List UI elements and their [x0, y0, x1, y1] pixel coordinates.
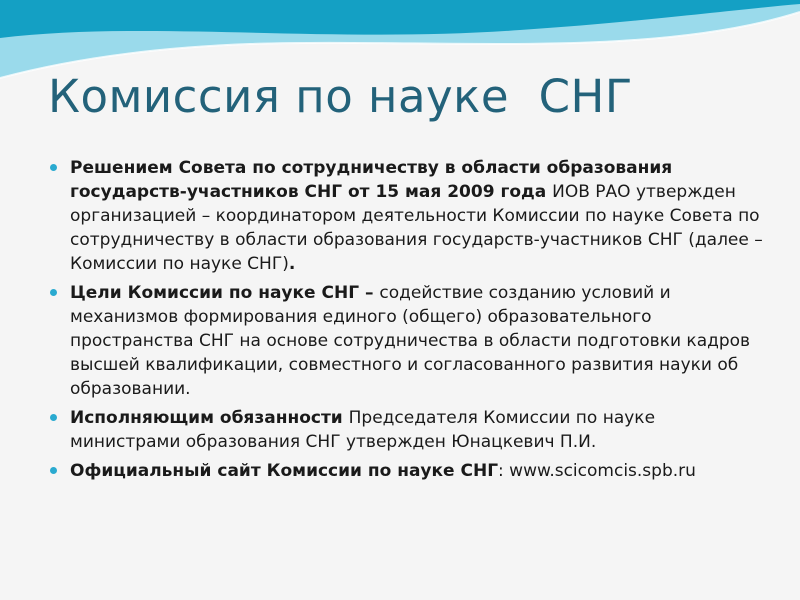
bullet-item-website — [48, 459, 768, 483]
bullet-dot-icon — [50, 467, 57, 474]
bullet-item-acting-chair — [48, 406, 768, 454]
bullet-item-goals — [48, 281, 768, 401]
slide-title: Комиссия по науке СНГ — [48, 70, 633, 123]
bullet-text: ИОВ РАО утвержден организацией – координатором деятельности Комиссии по науке Совета по сотрудничеству в области образования государств-участников СНГ (далее – Комиссии по науке СНГ) — [70, 182, 763, 274]
bullet-dot-icon — [50, 414, 57, 421]
bullet-list — [48, 156, 768, 488]
bullet-bold-text: Исполняющим обязанности — [70, 408, 349, 428]
bullet-item-decision — [48, 156, 768, 276]
bullet-bold-text: Цели Комиссии по науке СНГ – — [70, 283, 380, 303]
bullet-text: : www.scicomcis.spb.ru — [498, 461, 696, 481]
bullet-text: содействие созданию условий и механизмов формирования единого (общего) образовательного пространства СНГ на основе сотрудничества в области подготовки кадров высшей квалификации, совместного и согласованного развития науки об образовании. — [70, 283, 751, 399]
bullet-text: Председателя Комиссии по науке министрами образования СНГ утвержден Юнацкевич П.И. — [70, 408, 656, 452]
bullet-bold-text: Официальный сайт Комиссии по науке СНГ — [70, 461, 499, 481]
bullet-bold-text: Решением Совета по сотрудничеству в области образования государств-участников СНГ от 15 мая 2009 года — [70, 158, 673, 202]
bullet-dot-icon — [50, 289, 57, 296]
bullet-tail: . — [288, 254, 296, 274]
bullet-dot-icon — [50, 164, 57, 171]
